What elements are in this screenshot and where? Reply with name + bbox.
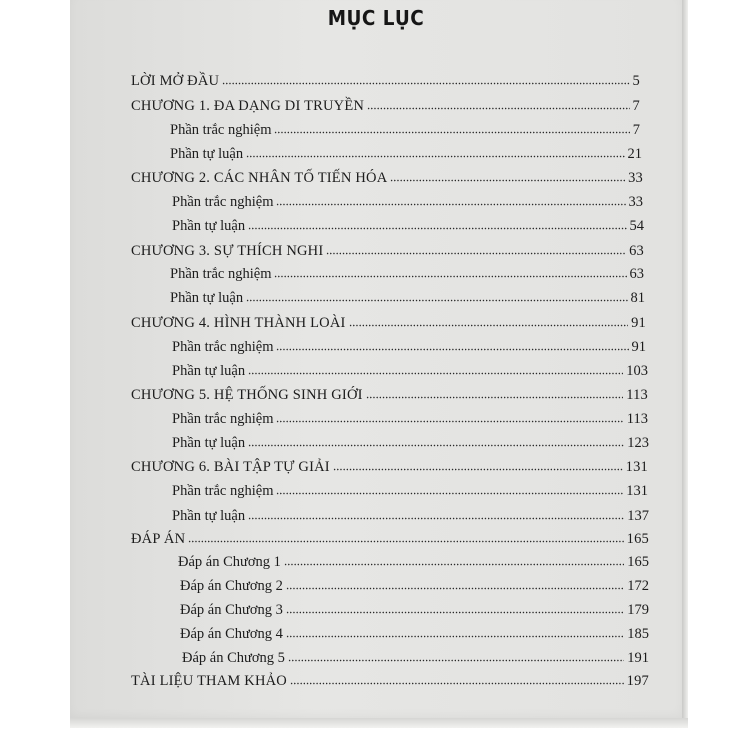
toc-entry-chapter-2-quiz [172, 194, 643, 214]
toc-leader-dots [222, 73, 629, 85]
toc-leader-dots [276, 411, 623, 423]
toc-entry-answers [131, 531, 649, 551]
toc-entry-chapter-3 [131, 243, 644, 263]
toc-entry-chapter-2-essay [172, 218, 644, 238]
toc-label: CHƯƠNG 2. CÁC NHÂN TỐ TIẾN HÓA [131, 170, 388, 186]
toc-label: CHƯƠNG 4. HÌNH THÀNH LOÀI [131, 315, 346, 331]
toc-page-number: 123 [627, 435, 649, 451]
toc-entry-answers-chapter-1 [178, 554, 649, 574]
toc-leader-dots [288, 650, 624, 662]
toc-leader-dots [274, 266, 626, 278]
toc-leader-dots [276, 339, 628, 351]
toc-label: Phần tự luận [172, 508, 246, 524]
toc-entry-chapter-6-essay [172, 508, 649, 528]
toc-page-number: 137 [627, 508, 649, 524]
toc-label: Phần trắc nghiệm [172, 339, 274, 355]
toc-leader-dots [286, 578, 624, 590]
toc-entry-chapter-6 [131, 459, 648, 479]
toc-label: LỜI MỞ ĐẦU [131, 73, 220, 89]
toc-entry-preface [131, 73, 640, 93]
toc-entry-answers-chapter-2 [180, 578, 649, 598]
toc-leader-dots [349, 315, 629, 327]
toc-label: CHƯƠNG 5. HỆ THỐNG SINH GIỚI [131, 387, 363, 403]
toc-entry-chapter-4-essay [172, 363, 648, 383]
toc-leader-dots [366, 387, 624, 399]
toc-label: Đáp án Chương 2 [180, 578, 283, 594]
toc-label: Đáp án Chương 4 [180, 626, 283, 642]
toc-leader-dots [248, 435, 624, 447]
toc-page-number: 191 [627, 650, 649, 666]
toc-entry-chapter-2 [131, 170, 643, 190]
toc-label: Phần tự luận [172, 363, 246, 379]
toc-leader-dots [286, 602, 624, 614]
toc-leader-dots [333, 459, 623, 471]
toc-entry-chapter-1 [131, 98, 640, 118]
toc-page-number: 131 [626, 483, 648, 499]
toc-label: Đáp án Chương 5 [182, 650, 285, 666]
toc-label: Đáp án Chương 3 [180, 602, 283, 618]
toc-page-number: 179 [627, 602, 649, 618]
toc-page-number: 113 [626, 411, 648, 427]
toc-page-number: 165 [627, 554, 649, 570]
toc-page-number: 5 [632, 73, 640, 89]
toc-label: CHƯƠNG 1. ĐA DẠNG DI TRUYỀN [131, 98, 365, 114]
toc-page-number: 7 [632, 98, 640, 114]
toc-label: CHƯƠNG 3. SỰ THÍCH NGHI [131, 243, 324, 259]
toc-entry-answers-chapter-3 [180, 602, 649, 622]
toc-leader-dots [248, 363, 623, 375]
toc-label: CHƯƠNG 6. BÀI TẬP TỰ GIẢI [131, 459, 330, 475]
toc-label: Phần tự luận [172, 435, 246, 451]
toc-page-number: 113 [626, 387, 648, 403]
toc-leader-dots [274, 122, 629, 134]
toc-leader-dots [367, 98, 629, 110]
toc-page-number: 54 [629, 218, 644, 234]
toc-leader-dots [276, 194, 625, 206]
toc-page-number: 63 [629, 243, 644, 259]
toc-label: Phần trắc nghiệm [172, 194, 274, 210]
toc-page-number: 33 [628, 194, 643, 210]
toc-entry-chapter-1-quiz [170, 122, 640, 142]
toc-page-number: 172 [627, 578, 649, 594]
toc-page-number: 131 [625, 459, 648, 475]
toc-leader-dots [188, 531, 623, 543]
toc-page-number: 33 [628, 170, 643, 186]
toc-label: Phần trắc nghiệm [170, 122, 272, 138]
toc-page-number: 63 [629, 266, 644, 282]
toc-entry-chapter-6-quiz [172, 483, 648, 503]
page-title: MỤC LỤC [327, 6, 425, 30]
toc-leader-dots [246, 146, 624, 158]
toc-page-number: 197 [626, 673, 649, 689]
toc-page-number: 81 [630, 290, 645, 306]
toc-page-number: 91 [631, 315, 646, 331]
toc-entry-chapter-5 [131, 387, 648, 407]
toc-label: Phần trắc nghiệm [170, 266, 272, 282]
toc-page-number: 91 [631, 339, 646, 355]
toc-leader-dots [290, 673, 624, 685]
toc-entry-references [131, 673, 649, 693]
toc-entry-chapter-4-quiz [172, 339, 646, 359]
toc-leader-dots [276, 483, 623, 495]
toc-entry-answers-chapter-5 [182, 650, 649, 670]
toc-page-number: 103 [626, 363, 648, 379]
toc-leader-dots [326, 243, 626, 255]
toc-label: TÀI LIỆU THAM KHẢO [131, 673, 287, 689]
toc-leader-dots [390, 170, 625, 182]
toc-entry-chapter-5-quiz [172, 411, 648, 431]
toc-label: Phần tự luận [170, 146, 244, 162]
toc-label: Phần trắc nghiệm [172, 483, 274, 499]
toc-entry-chapter-1-essay [170, 146, 642, 166]
toc-label: Phần trắc nghiệm [172, 411, 274, 427]
toc-label: Phần tự luận [170, 290, 244, 306]
toc-leader-dots [248, 508, 624, 520]
toc-page-number: 7 [632, 122, 640, 138]
toc-leader-dots [286, 626, 624, 638]
toc-leader-dots [248, 218, 626, 230]
toc-page-number: 165 [626, 531, 649, 547]
toc-entry-chapter-5-essay [172, 435, 649, 455]
toc-label: Đáp án Chương 1 [178, 554, 281, 570]
toc-leader-dots [246, 290, 627, 302]
toc-entry-chapter-4 [131, 315, 646, 335]
toc-entry-chapter-3-quiz [170, 266, 644, 286]
toc-leader-dots [284, 554, 624, 566]
toc-label: Phần tự luận [172, 218, 246, 234]
toc-entry-chapter-3-essay [170, 290, 645, 310]
toc-label: ĐÁP ÁN [131, 531, 186, 547]
toc-entry-answers-chapter-4 [180, 626, 649, 646]
toc-page-number: 185 [627, 626, 649, 642]
toc-page-number: 21 [627, 146, 642, 162]
